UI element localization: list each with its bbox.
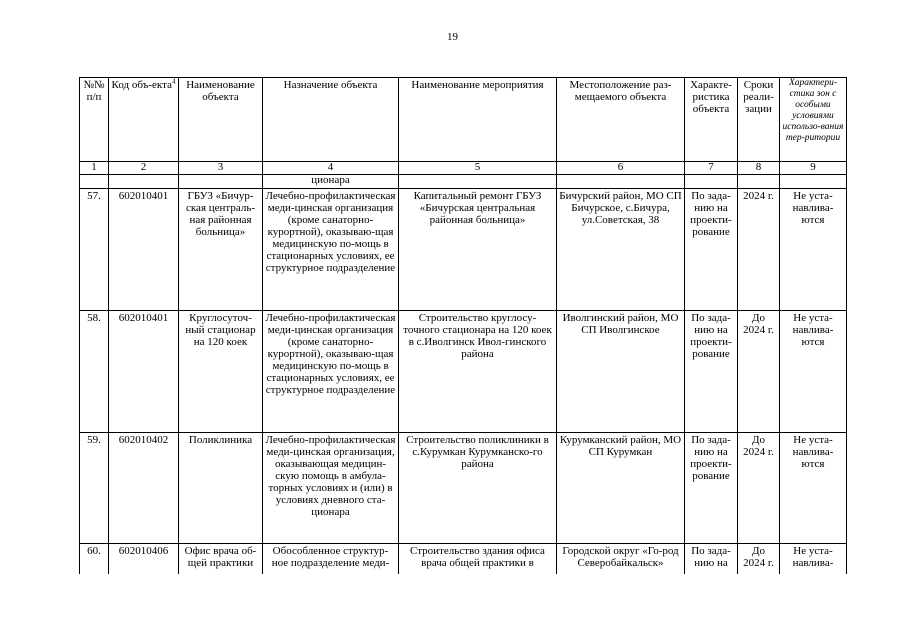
table-row (80, 311, 847, 433)
header-num: №№ п/п (80, 78, 109, 162)
cell-num: 59. (80, 433, 109, 544)
cell-term: До 2024 г. (738, 544, 780, 574)
cell-zone: Не уста-навлива-ются (780, 433, 847, 544)
cell-characteristic: По зада-нию на проекти-рование (685, 311, 738, 433)
cell-measure: Строительство поликлиники в с.Курумкан Курумканско-го района (399, 433, 557, 544)
column-number-row (80, 162, 847, 175)
continuation-row (80, 175, 847, 189)
cell-location: Иволгинский район, МО СП Иволгинское (557, 311, 685, 433)
cell-characteristic: По зада-нию на проекти-рование (685, 189, 738, 311)
column-number: 7 (685, 162, 738, 175)
cell-purpose: Лечебно-профилактическая меди-цинская организация, оказывающая медицин-скую помощь в амбула-торных условиях и (или) в условиях дневного ста-ционара (263, 433, 399, 544)
cell-measure: Строительство круглосу-точного стационара на 120 коек в с.Иволгинск Ивол-гинского района (399, 311, 557, 433)
header-location: Местоположение раз-мещаемого объекта (557, 78, 685, 162)
column-number: 8 (738, 162, 780, 175)
cell-code: 602010401 (109, 189, 179, 311)
column-number: 9 (780, 162, 847, 175)
cell-code: 602010406 (109, 544, 179, 574)
cell-term: До 2024 г. (738, 311, 780, 433)
cell (685, 175, 738, 189)
cell-measure: Строительство здания офиса врача общей практики в (399, 544, 557, 574)
footnote-mark: 4 (171, 77, 176, 86)
cell (738, 175, 780, 189)
header-name: Наименование объекта (179, 78, 263, 162)
cell-num: 58. (80, 311, 109, 433)
cell (109, 175, 179, 189)
header-row (80, 78, 847, 162)
table-row (80, 189, 847, 311)
header-measure: Наименование мероприятия (399, 78, 557, 162)
objects-table (79, 77, 847, 574)
column-number: 4 (263, 162, 399, 175)
cell-zone: Не уста-навлива-ются (780, 311, 847, 433)
cell-measure: Капитальный ремонт ГБУЗ «Бичурская центральная районная больница» (399, 189, 557, 311)
cell-term: До 2024 г. (738, 433, 780, 544)
cell-purpose: ционара (263, 175, 399, 189)
cell-code: 602010401 (109, 311, 179, 433)
cell-num: 60. (80, 544, 109, 574)
cell-num: 57. (80, 189, 109, 311)
column-number: 1 (80, 162, 109, 175)
column-number: 6 (557, 162, 685, 175)
cell (399, 175, 557, 189)
cell-characteristic: По зада-нию на проекти-рование (685, 433, 738, 544)
cell-term: 2024 г. (738, 189, 780, 311)
cell-zone: Не уста-навлива-ются (780, 189, 847, 311)
cell (80, 175, 109, 189)
cell-purpose: Лечебно-профилактическая меди-цинская организация (кроме санаторно-курортной), оказываю-щая медицинскую по-мощь в стационарных условиях, ее структурное подразделение (263, 189, 399, 311)
table-row (80, 433, 847, 544)
column-number: 2 (109, 162, 179, 175)
cell-name: Поликлиника (179, 433, 263, 544)
cell-location: Городской округ «Го-род Северобайкальск» (557, 544, 685, 574)
header-zone: Характери-стика зон с особыми условиями использо-вания тер-ритории (780, 78, 847, 162)
cell (780, 175, 847, 189)
cell-purpose: Лечебно-профилактическая меди-цинская организация (кроме санаторно-курортной), оказываю-щая медицинскую по-мощь в стационарных условиях, ее структурное подразделение (263, 311, 399, 433)
header-term: Сроки реали-зации (738, 78, 780, 162)
cell-name: Офис врача об-щей практики (179, 544, 263, 574)
header-code-text: Код объ-екта (111, 79, 172, 91)
cell (179, 175, 263, 189)
column-number: 3 (179, 162, 263, 175)
header-purpose: Назначение объекта (263, 78, 399, 162)
cell-zone: Не уста-навлива- (780, 544, 847, 574)
cell (557, 175, 685, 189)
cell-name: ГБУЗ «Бичур-ская централь-ная районная больница» (179, 189, 263, 311)
cell-characteristic: По зада-нию на (685, 544, 738, 574)
column-number: 5 (399, 162, 557, 175)
cell-code: 602010402 (109, 433, 179, 544)
cell-location: Курумканский район, МО СП Курумкан (557, 433, 685, 544)
header-code (109, 78, 179, 162)
cell-name: Круглосуточ-ный стационар на 120 коек (179, 311, 263, 433)
header-characteristic: Характе-ристика объекта (685, 78, 738, 162)
table-row (80, 544, 847, 574)
cell-purpose: Обособленное структур-ное подразделение меди- (263, 544, 399, 574)
cell-location: Бичурский район, МО СП Бичурское, с.Бичура, ул.Советская, 38 (557, 189, 685, 311)
page-number: 19 (447, 31, 458, 43)
